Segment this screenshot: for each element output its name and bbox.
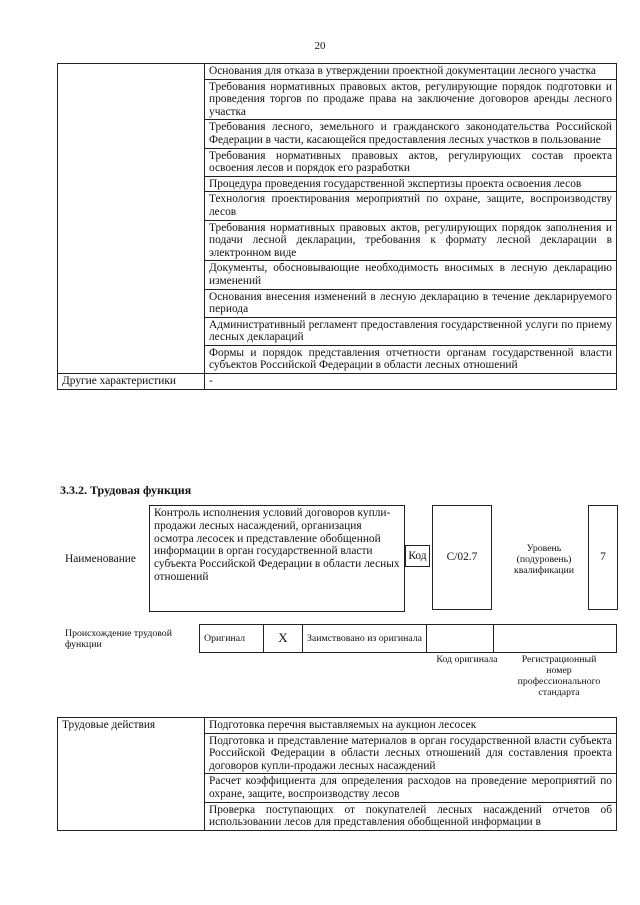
origin-code-cell	[427, 625, 494, 653]
code-label-text: Код	[408, 550, 427, 562]
requirement-text: Требования нормативных правовых актов, регулирующих порядок заполнения и подачи лесной декларации, требования к формату лесной декларации в электронном виде	[205, 220, 617, 261]
requirement-text: Требования нормативных правовых актов, регулирующих состав проекта освоения лесов и порядок его разработки	[205, 148, 617, 176]
name-value	[149, 505, 405, 612]
requirement-row	[58, 64, 617, 80]
requirement-text: Требования нормативных правовых актов, регулирующие порядок подготовки и проведения торгов по продаже права на заключение договоров аренды лесного участка	[205, 79, 617, 120]
original-label: Оригинал	[200, 625, 264, 653]
requirement-text: Технология проектирования мероприятий по охране, защите, воспроизводству лесов	[205, 192, 617, 220]
other-characteristics-value: -	[205, 374, 617, 390]
requirements-label-cell	[58, 64, 205, 374]
name-label: Наименование	[65, 553, 136, 565]
function-name-text: Контроль исполнения условий договоров купли-продажи лесных насаждений, организация осмотра лесосек и представление обобщенной информации в орган государственной власти субъекта Российской Федерации в области лесных отношений	[154, 507, 400, 583]
level-label: Уровень (подуровень) квалификации	[513, 543, 575, 576]
requirement-text: Основания для отказа в утверждении проектной документации лесного участка	[205, 64, 617, 80]
borrowed-label: Заимствовано из оригинала	[303, 625, 427, 653]
action-text: Расчет коэффициента для определения расходов на проведение мероприятий по охране, защите, воспроизводству лесов	[205, 774, 617, 802]
other-characteristics-row	[58, 374, 617, 390]
requirements-table	[57, 63, 617, 390]
action-row	[58, 718, 617, 734]
level-value	[588, 505, 618, 610]
action-text: Подготовка перечня выставляемых на аукцион лесосек	[205, 718, 617, 734]
other-characteristics-label: Другие характеристики	[58, 374, 205, 390]
section-title: 3.3.2. Трудовая функция	[60, 483, 192, 497]
origin-reg-caption: Регистрационный номер профессионального стандарта	[517, 654, 601, 698]
requirement-text: Процедура проведения государственной экспертизы проекта освоения лесов	[205, 176, 617, 192]
action-text: Подготовка и представление материалов в орган государственной власти субъекта Российской Федерации в области лесных отношений для составления проекта договоров купли-продажи лесных насаждений	[205, 733, 617, 774]
actions-label: Трудовые действия	[58, 718, 205, 831]
level-value-text: 7	[600, 551, 606, 563]
code-value	[432, 505, 492, 610]
origin-table	[199, 624, 617, 653]
requirement-text: Основания внесения изменений в лесную декларацию в течение декларируемого периода	[205, 289, 617, 317]
origin-code-caption: Код оригинала	[436, 654, 498, 665]
original-mark: X	[264, 625, 303, 653]
origin-label: Происхождение трудовой функции	[65, 628, 172, 650]
requirement-text: Требования лесного, земельного и гражданского законодательства Российской Федерации в части, касающейся предоставления лесных участков в пользование	[205, 120, 617, 148]
requirement-text: Административный регламент предоставления государственной услуги по приему лесных деклараций	[205, 317, 617, 345]
requirement-text: Формы и порядок представления отчетности органам государственной власти субъектов Российской Федерации в области лесных отношений	[205, 345, 617, 373]
origin-reg-cell	[494, 625, 617, 653]
action-text: Проверка поступающих от покупателей лесных насаждений отчетов об использовании лесов для представления обобщенной информации в	[205, 802, 617, 830]
requirement-text: Документы, обосновывающие необходимость вносимых в лесную декларацию изменений	[205, 261, 617, 289]
code-label	[405, 545, 430, 567]
actions-table	[57, 717, 617, 831]
page-number: 20	[314, 40, 326, 52]
code-value-text: C/02.7	[446, 551, 478, 563]
